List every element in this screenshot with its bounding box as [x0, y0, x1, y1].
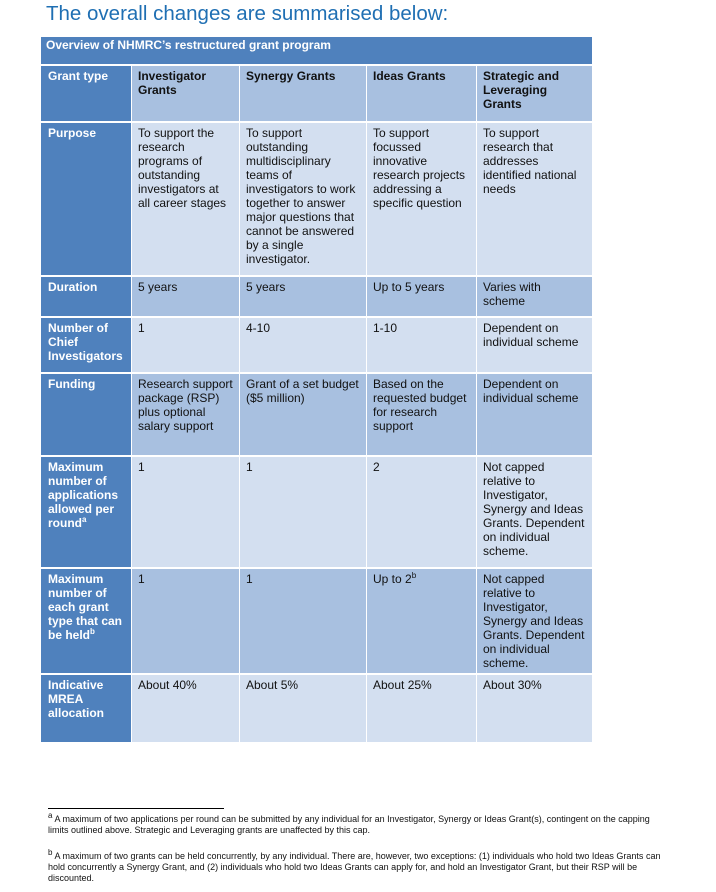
table-cell: To support the research programs of outstanding investigators at all career stages — [132, 122, 240, 276]
row-label-grant-type: Grant type — [42, 65, 132, 122]
footnote-mark: a — [48, 811, 53, 820]
table-cell: About 25% — [367, 674, 477, 742]
footnote-ref: b — [411, 571, 417, 580]
table-cell: 5 years — [132, 276, 240, 317]
table-cell: About 40% — [132, 674, 240, 742]
column-header-strategic: Strategic and Leveraging Grants — [477, 65, 593, 122]
table-cell: Up to 5 years — [367, 276, 477, 317]
row-label-duration: Duration — [42, 276, 132, 317]
column-header-investigator: Investigator Grants — [132, 65, 240, 122]
table-cell: Not capped relative to Investigator, Synergy and Ideas Grants. Dependent on individual scheme. — [477, 456, 593, 568]
table-cell: About 30% — [477, 674, 593, 742]
footnote-mark: b — [48, 848, 53, 857]
header-row — [42, 65, 593, 122]
row-label-max-applications — [42, 456, 132, 568]
table-cell: Varies with scheme — [477, 276, 593, 317]
footnote-ref: a — [82, 515, 87, 524]
row-label-text: Maximum number of applications allowed per round — [48, 460, 119, 530]
page-heading: The overall changes are summarised below: — [46, 2, 449, 25]
footnote-ref: b — [90, 627, 95, 636]
table-caption: Overview of NHMRC’s restructured grant program — [41, 37, 592, 64]
table-cell: To support research that addresses identified national needs — [477, 122, 593, 276]
table-cell: 1 — [132, 568, 240, 674]
table-cell: Grant of a set budget ($5 million) — [240, 373, 367, 456]
row-label-chief-investigators: Number of Chief Investigators — [42, 317, 132, 373]
table-cell: To support focussed innovative research projects addressing a specific question — [367, 122, 477, 276]
footnote-text: A maximum of two grants can be held concurrently, by any individual. There are, however, two exceptions: (1) individuals who hold two Ideas Grants can hold concurrently a Synergy Grant, and (2) individuals who hold two Ideas Grants can apply for, and hold an Investigator Grant, but their RSP will be discounted. — [48, 851, 661, 883]
table-cell: Not capped relative to Investigator, Synergy and Ideas Grants. Dependent on individual scheme. — [477, 568, 593, 674]
footnote-a — [48, 811, 668, 836]
table-cell: 4-10 — [240, 317, 367, 373]
footnote-b — [48, 848, 668, 884]
table-cell: 1 — [132, 317, 240, 373]
cell-text: Up to 2 — [373, 572, 412, 586]
grant-program-table — [41, 64, 593, 742]
table-cell: 1-10 — [367, 317, 477, 373]
table-cell: 1 — [132, 456, 240, 568]
row-label-purpose: Purpose — [42, 122, 132, 276]
footnote-text: A maximum of two applications per round can be submitted by any individual for an Investigator, Synergy or Ideas Grant(s), contingent on the capping limits outlined above. Strategic and Leveraging grants are unaffected by this cap. — [48, 814, 650, 835]
table-cell: Research support package (RSP) plus optional salary support — [132, 373, 240, 456]
table-row-max-held — [42, 568, 593, 674]
column-header-synergy: Synergy Grants — [240, 65, 367, 122]
table-cell: 1 — [240, 456, 367, 568]
table-row-max-applications — [42, 456, 593, 568]
table-row-purpose — [42, 122, 593, 276]
table-cell: Dependent on individual scheme — [477, 317, 593, 373]
column-header-ideas: Ideas Grants — [367, 65, 477, 122]
table-cell: 2 — [367, 456, 477, 568]
table-cell — [367, 568, 477, 674]
row-label-max-held — [42, 568, 132, 674]
table-row-duration — [42, 276, 593, 317]
table-row-chief-investigators — [42, 317, 593, 373]
row-label-funding: Funding — [42, 373, 132, 456]
table-row-mrea — [42, 674, 593, 742]
table-cell: About 5% — [240, 674, 367, 742]
table-cell: Dependent on individual scheme — [477, 373, 593, 456]
table-cell: To support outstanding multidisciplinary teams of investigators to work together to answer major questions that cannot be answered by a single investigator. — [240, 122, 367, 276]
row-label-text: Maximum number of each grant type that can be held — [48, 572, 123, 642]
footnote-divider — [48, 808, 224, 809]
table-cell: 1 — [240, 568, 367, 674]
row-label-mrea: Indicative MREA allocation — [42, 674, 132, 742]
table-cell: Based on the requested budget for research support — [367, 373, 477, 456]
table-row-funding — [42, 373, 593, 456]
table-cell: 5 years — [240, 276, 367, 317]
